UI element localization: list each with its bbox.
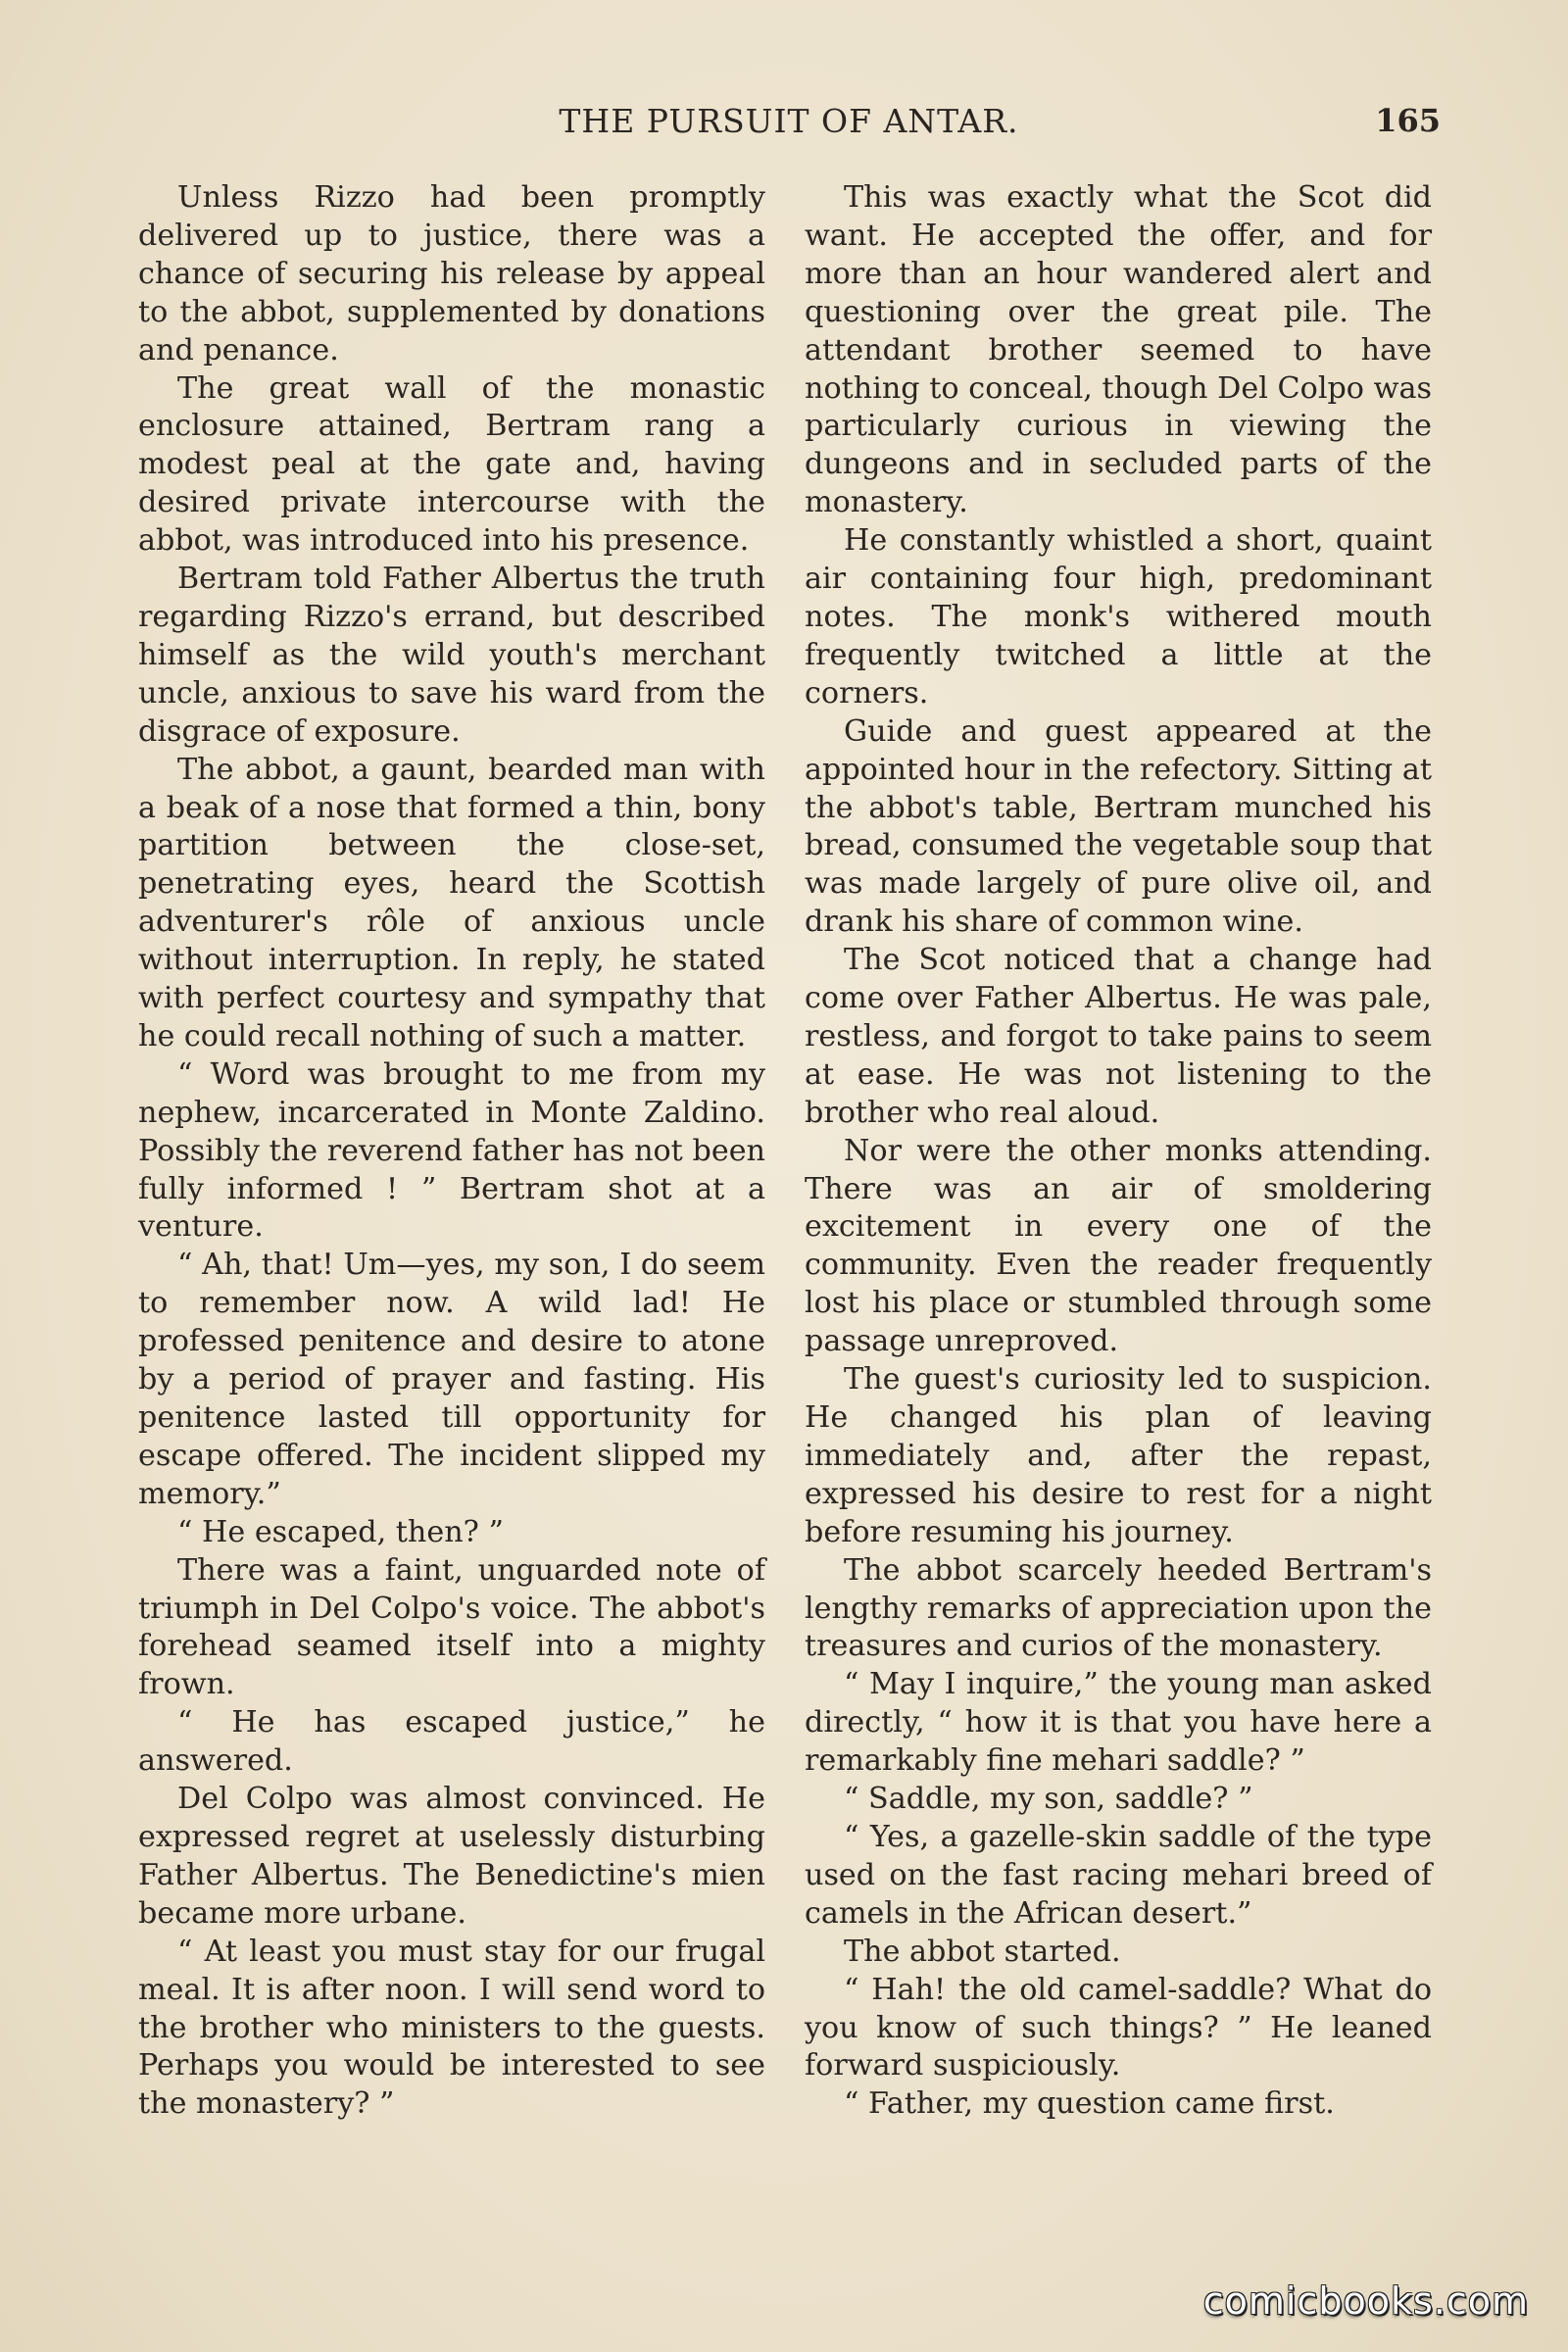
paragraph: There was a faint, unguarded note of triumph in Del Colpo's voice. The abbot's forehead seamed itself into a mighty frown. (138, 1552, 765, 1702)
paragraph: “ Saddle, my son, saddle? ” (844, 1782, 1253, 1817)
paragraph: “ Ah, that! Um—yes, my son, I do seem to remember now. A wild lad! He professed penitence and desire to atone by a period of prayer and fasting. His penitence lasted till opportunity for escape offered. The incident slipped my memory.” (138, 1248, 765, 1511)
paragraph: The Scot noticed that a change had come over Father Albertus. He was pale, restless, and forgot to take pains to seem at ease. He was not listening to the brother who real aloud. (805, 943, 1432, 1130)
page-number: 165 (1375, 102, 1441, 139)
paragraph: The abbot started. (844, 1934, 1121, 1969)
watermark: comicbooks.com (1202, 2279, 1529, 2323)
paragraph: “ Father, my question came first. (844, 2086, 1335, 2122)
paragraph: “ He escaped, then? ” (177, 1514, 504, 1549)
paragraph: Guide and guest appeared at the appointed hour in the refectory. Sitting at the abbot's table, Bertram munched his bread, consumed the vegetable soup that was made largely of pure olive oil, and drank his share of common wine. (805, 713, 1432, 940)
paragraph: Del Colpo was almost convinced. He expressed regret at uselessly disturbing Father Albertus. The Benedictine's mien became more urbane. (138, 1782, 765, 1931)
running-title: THE PURSUIT OF ANTAR. (559, 102, 1019, 140)
paragraph: The abbot, a gaunt, bearded man with a beak of a nose that formed a thin, bony partition between the close-set, penetrating eyes, heard the Scottish adventurer's rôle of anxious uncle without interruption. In reply, he stated with perfect courtesy and sympathy that he could recall nothing of such a matter. (138, 752, 765, 1054)
paragraph: He constantly whistled a short, quaint air containing four high, predominant notes. The monk's withered mouth frequently twitched a little at the corners. (805, 523, 1432, 710)
paragraph: Unless Rizzo had been promptly delivered up to justice, there was a chance of securing his release by appeal to the abbot, supplemented by donations and penance. (138, 180, 765, 368)
paragraph: Nor were the other monks attending. There was an air of smoldering excitement in every one of the community. Even the reader frequently lost his place or stumbled through some passage unreproved. (805, 1133, 1432, 1359)
paragraph: “ Word was brought to me from my nephew, incarcerated in Monte Zaldino. Possibly the reverend father has not been fully informed ! ” Bertram shot at a venture. (138, 1056, 765, 1245)
paragraph: “ He has escaped justice,” he answered. (138, 1705, 765, 1779)
paragraph: The great wall of the monastic enclosure attained, Bertram rang a modest peal at the gate and, having desired private intercourse with the abbot, was introduced into his presence. (138, 370, 765, 559)
paragraph: “ May I inquire,” the young man asked directly, “ how it is that you have here a remarkably fine mehari saddle? ” (805, 1667, 1432, 1779)
right-column (805, 179, 1432, 2124)
paragraph: This was exactly what the Scot did want. He accepted the offer, and for more than an hour wandered alert and questioning over the great pile. The attendant brother seemed to have nothing to conceal, though Del Colpo was particularly curious in viewing the dungeons and in secluded parts of the monastery. (805, 180, 1432, 520)
paragraph: “ At least you must stay for our frugal meal. It is after noon. I will send word to the brother who ministers to the guests. Perhaps you would be interested to see the monastery? ” (138, 1934, 765, 2122)
left-column (138, 179, 765, 2124)
paragraph: The abbot scarcely heeded Bertram's lengthy remarks of appreciation upon the treasures and curios of the monastery. (805, 1552, 1432, 1664)
running-head (137, 102, 1441, 151)
paragraph: The guest's curiosity led to suspicion. He changed his plan of leaving immediately and, after the repast, expressed his desire to rest for a night before resuming his journey. (805, 1362, 1432, 1549)
paragraph: “ Hah! the old camel-saddle? What do you know of such things? ” He leaned forward suspiciously. (805, 1972, 1432, 2083)
paragraph: Bertram told Father Albertus the truth regarding Rizzo's errand, but described himself as the wild youth's merchant uncle, anxious to save his ward from the disgrace of exposure. (138, 562, 765, 749)
paragraph: “ Yes, a gazelle-skin saddle of the type used on the fast racing mehari breed of camels in the African desert.” (805, 1819, 1432, 1931)
